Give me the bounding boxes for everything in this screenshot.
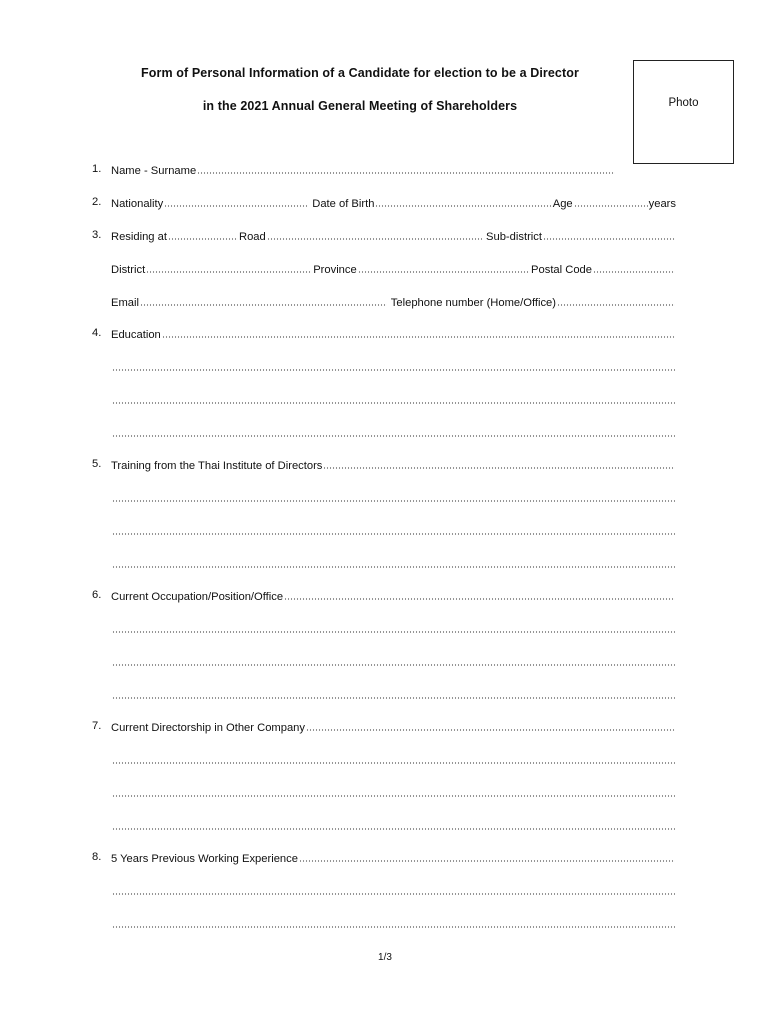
- occupation-line: [111, 688, 676, 702]
- page-number: 1/3: [378, 952, 392, 963]
- residing-field[interactable]: [168, 238, 238, 240]
- directorship-field[interactable]: [306, 729, 675, 731]
- education-line-field[interactable]: [112, 402, 675, 404]
- road-field[interactable]: [267, 238, 482, 240]
- dob-label: Date of Birth: [312, 198, 375, 210]
- item-number: 2.: [92, 196, 102, 208]
- occupation-line: [111, 622, 676, 636]
- experience-field[interactable]: [299, 860, 675, 862]
- photo-label: Photo: [668, 97, 699, 109]
- experience-line: [111, 917, 676, 931]
- email-field[interactable]: [140, 304, 387, 306]
- dob-field[interactable]: [375, 205, 551, 207]
- training-line: [111, 557, 676, 571]
- item-number: 3.: [92, 229, 102, 241]
- photo-box[interactable]: [633, 60, 734, 164]
- form-subtitle: in the 2021 Annual General Meeting of Shareholders: [202, 99, 518, 113]
- item-number: 5.: [92, 458, 102, 470]
- directorship-line-field[interactable]: [112, 828, 675, 830]
- directorship-label: Current Directorship in Other Company: [111, 722, 305, 734]
- experience-row: [111, 851, 676, 865]
- province-label: Province: [313, 264, 357, 276]
- province-field[interactable]: [358, 271, 530, 273]
- item-number: 4.: [92, 327, 102, 339]
- district-label: District: [111, 264, 146, 276]
- directorship-line: [111, 753, 676, 767]
- item-number: 1.: [92, 163, 102, 175]
- occupation-row: [111, 589, 676, 603]
- nationality-label: Nationality: [111, 198, 164, 210]
- subdistrict-field[interactable]: [543, 238, 675, 240]
- address-row-2: [111, 262, 676, 276]
- education-line-field[interactable]: [112, 369, 675, 371]
- nationality-field[interactable]: [164, 205, 308, 207]
- name-label: Name - Surname: [111, 165, 197, 177]
- item-number: 8.: [92, 851, 102, 863]
- directorship-line: [111, 786, 676, 800]
- training-line: [111, 524, 676, 538]
- training-row: [111, 458, 676, 472]
- item-number: 7.: [92, 720, 102, 732]
- telephone-field[interactable]: [557, 304, 675, 306]
- training-label: Training from the Thai Institute of Directors: [111, 460, 323, 472]
- address-row-1: [111, 229, 676, 243]
- experience-line-field[interactable]: [112, 893, 675, 895]
- training-line-field[interactable]: [112, 500, 675, 502]
- postal-label: Postal Code: [531, 264, 592, 276]
- age-label: Age: [552, 198, 573, 210]
- postal-field[interactable]: [593, 271, 675, 273]
- occupation-field[interactable]: [284, 598, 675, 600]
- residing-label: Residing at: [111, 231, 167, 243]
- education-label: Education: [111, 329, 161, 341]
- experience-label: 5 Years Previous Working Experience: [111, 853, 298, 865]
- road-label: Road: [238, 231, 266, 243]
- directorship-row: [111, 720, 676, 734]
- directorship-line-field[interactable]: [112, 762, 675, 764]
- training-line: [111, 491, 676, 505]
- item-number: 6.: [92, 589, 102, 601]
- contact-row: [111, 295, 676, 309]
- occupation-label: Current Occupation/Position/Office: [111, 591, 284, 603]
- education-row: [111, 327, 676, 341]
- name-row: [111, 163, 616, 177]
- years-label: years: [648, 198, 676, 210]
- occupation-line: [111, 655, 676, 669]
- directorship-line-field[interactable]: [112, 795, 675, 797]
- occupation-line-field[interactable]: [112, 664, 675, 666]
- training-field[interactable]: [323, 467, 675, 469]
- occupation-line-field[interactable]: [112, 697, 675, 699]
- training-line-field[interactable]: [112, 566, 675, 568]
- education-line: [111, 360, 676, 374]
- education-line-field[interactable]: [112, 435, 675, 437]
- nationality-row: [111, 196, 676, 210]
- name-field[interactable]: [197, 172, 615, 174]
- education-line: [111, 426, 676, 440]
- telephone-label: Telephone number (Home/Office): [390, 297, 556, 309]
- education-line: [111, 393, 676, 407]
- experience-line: [111, 884, 676, 898]
- form-title: Form of Personal Information of a Candidate for election to be a Director: [141, 66, 579, 80]
- email-label: Email: [111, 297, 139, 309]
- district-field[interactable]: [146, 271, 312, 273]
- directorship-line: [111, 819, 676, 833]
- training-line-field[interactable]: [112, 533, 675, 535]
- experience-line-field[interactable]: [112, 926, 675, 928]
- education-field[interactable]: [162, 336, 675, 338]
- age-field[interactable]: [574, 205, 648, 207]
- subdistrict-label: Sub-district: [486, 231, 542, 243]
- occupation-line-field[interactable]: [112, 631, 675, 633]
